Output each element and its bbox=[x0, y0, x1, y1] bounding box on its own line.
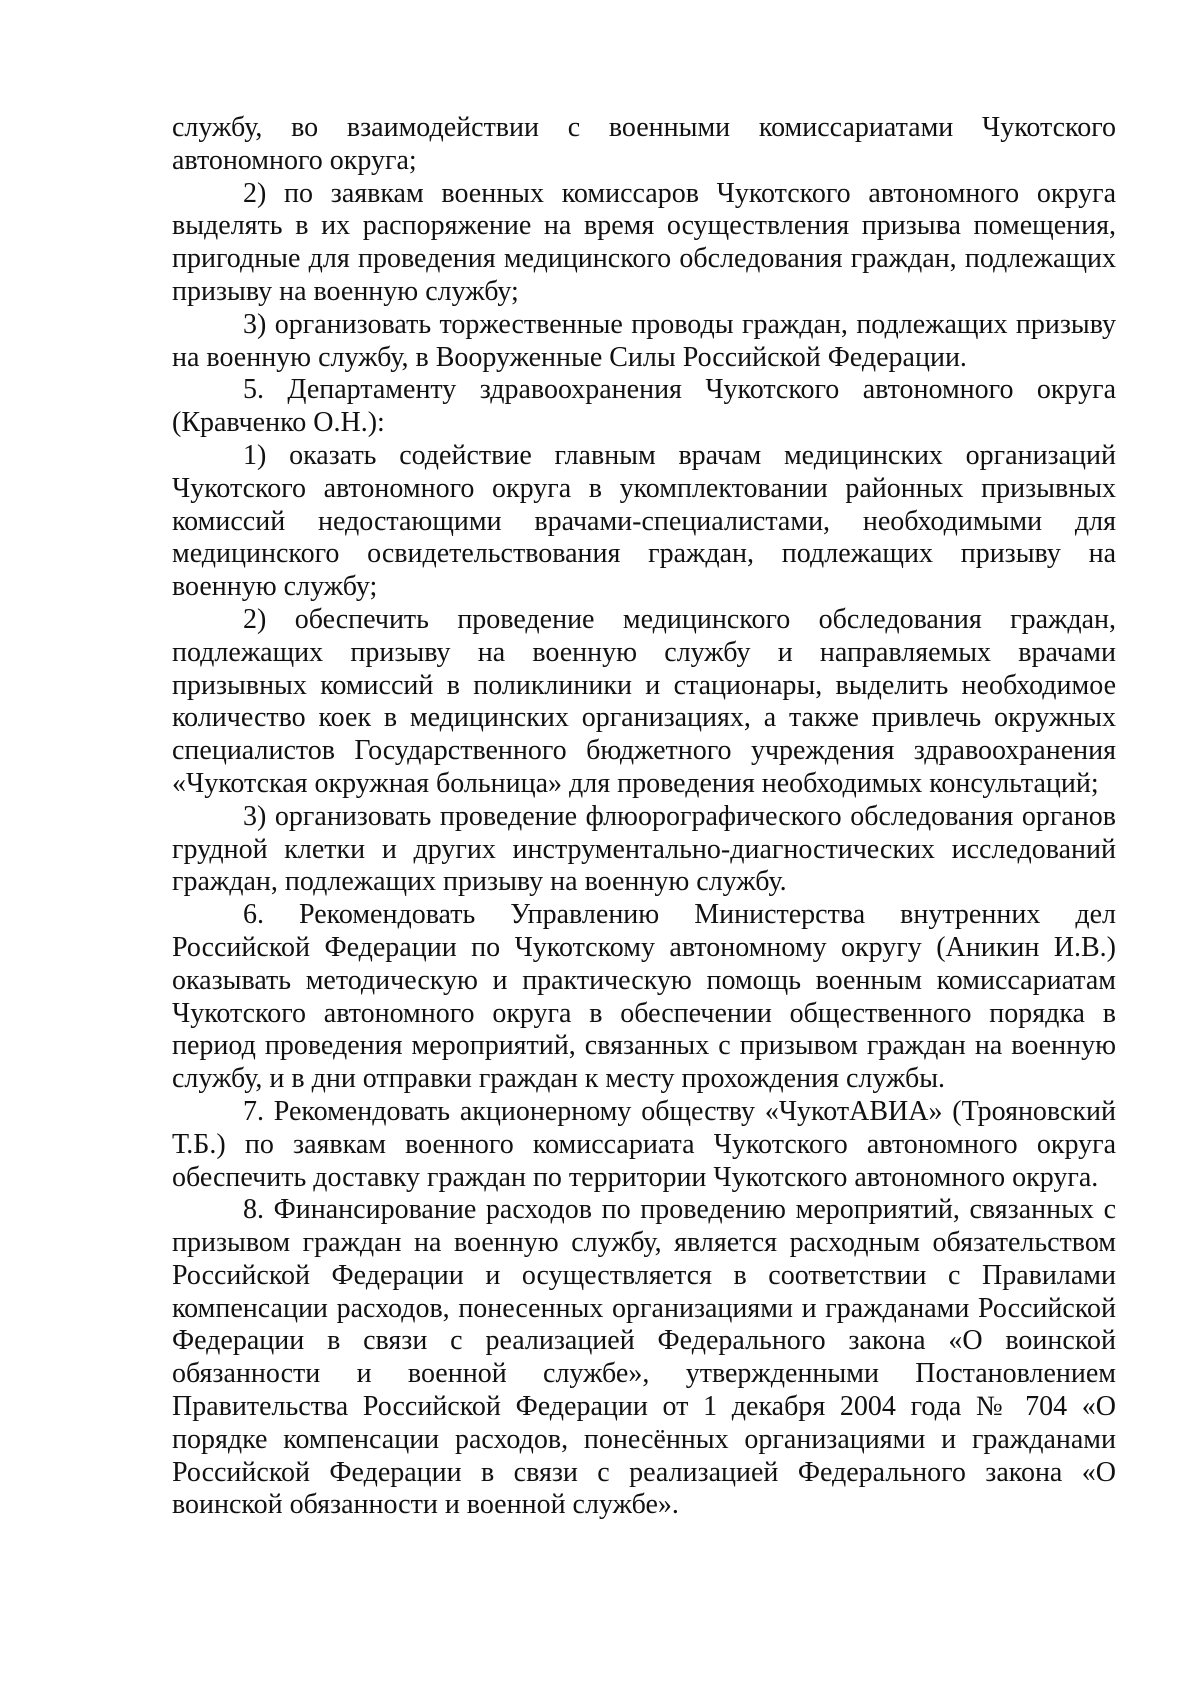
paragraph-continuation: службу, во взаимодействии с военными комиссариатами Чукотского автономного округа; bbox=[172, 112, 1116, 176]
paragraph-item-5-2: 2) обеспечить проведение медицинского обследования граждан, подлежащих призыву на военную службу и направляемых врачами призывных комиссий в поликлиники и стационары, выделить необходимое количество коек в медицинских организациях, а также привлечь окружных специалистов Государственного бюджетного учреждения здравоохранения «Чукотская окружная больница» для проведения необходимых консультаций; bbox=[172, 603, 1116, 799]
paragraph-clause-8: 8. Финансирование расходов по проведению мероприятий, связанных с призывом граждан на военную службу, является расходным обязательством Российской Федерации и осуществляется в соответствии с Правилами компенсации расходов, понесенных организациями и гражданами Российской Федерации в связи с реализацией Федерального закона «О воинской обязанности и военной службе», утвержденными Постановлением Правительства Российской Федерации от 1 декабря 2004 года № 704 «О порядке компенсации расходов, понесённых организациями и гражданами Российской Федерации в связи с реализацией Федерального закона «О воинской обязанности и военной службе». bbox=[172, 1194, 1116, 1521]
paragraph-clause-5: 5. Департаменту здравоохранения Чукотского автономного округа (Кравченко О.Н.): bbox=[172, 374, 1116, 439]
paragraph-item-4-2: 2) по заявкам военных комиссаров Чукотского автономного округа выделять в их распоряжение на время осуществления призыва помещения, пригодные для проведения медицинского обследования граждан, подлежащих призыву на военную службу; bbox=[172, 177, 1116, 307]
paragraph-item-5-1: 1) оказать содействие главным врачам медицинских организаций Чукотского автономного округа в укомплектовании районных призывных комиссий недостающими врачами-специалистами, необходимыми для медицинского освидетельствования граждан, подлежащих призыву на военную службу; bbox=[172, 439, 1116, 603]
paragraph-clause-7: 7. Рекомендовать акционерному обществу «ЧукотАВИА» (Трояновский Т.Б.) по заявкам военного комиссариата Чукотского автономного округа обеспечить доставку граждан по территории Чукотского автономного округа. bbox=[172, 1095, 1116, 1193]
document-page bbox=[172, 112, 1116, 1522]
paragraph-item-5-3: 3) организовать проведение флюорографического обследования органов грудной клетки и других инструментально-диагностических исследований граждан, подлежащих призыву на военную службу. bbox=[172, 800, 1116, 898]
paragraph-item-4-3: 3) организовать торжественные проводы граждан, подлежащих призыву на военную службу, в Вооруженные Силы Российской Федерации. bbox=[172, 308, 1116, 373]
paragraph-clause-6: 6. Рекомендовать Управлению Министерства внутренних дел Российской Федерации по Чукотскому автономному округу (Аникин И.В.) оказывать методическую и практическую помощь военным комиссариатам Чукотского автономного округа в обеспечении общественного порядка в период проведения мероприятий, связанных с призывом граждан на военную службу, и в дни отправки граждан к месту прохождения службы. bbox=[172, 899, 1116, 1095]
